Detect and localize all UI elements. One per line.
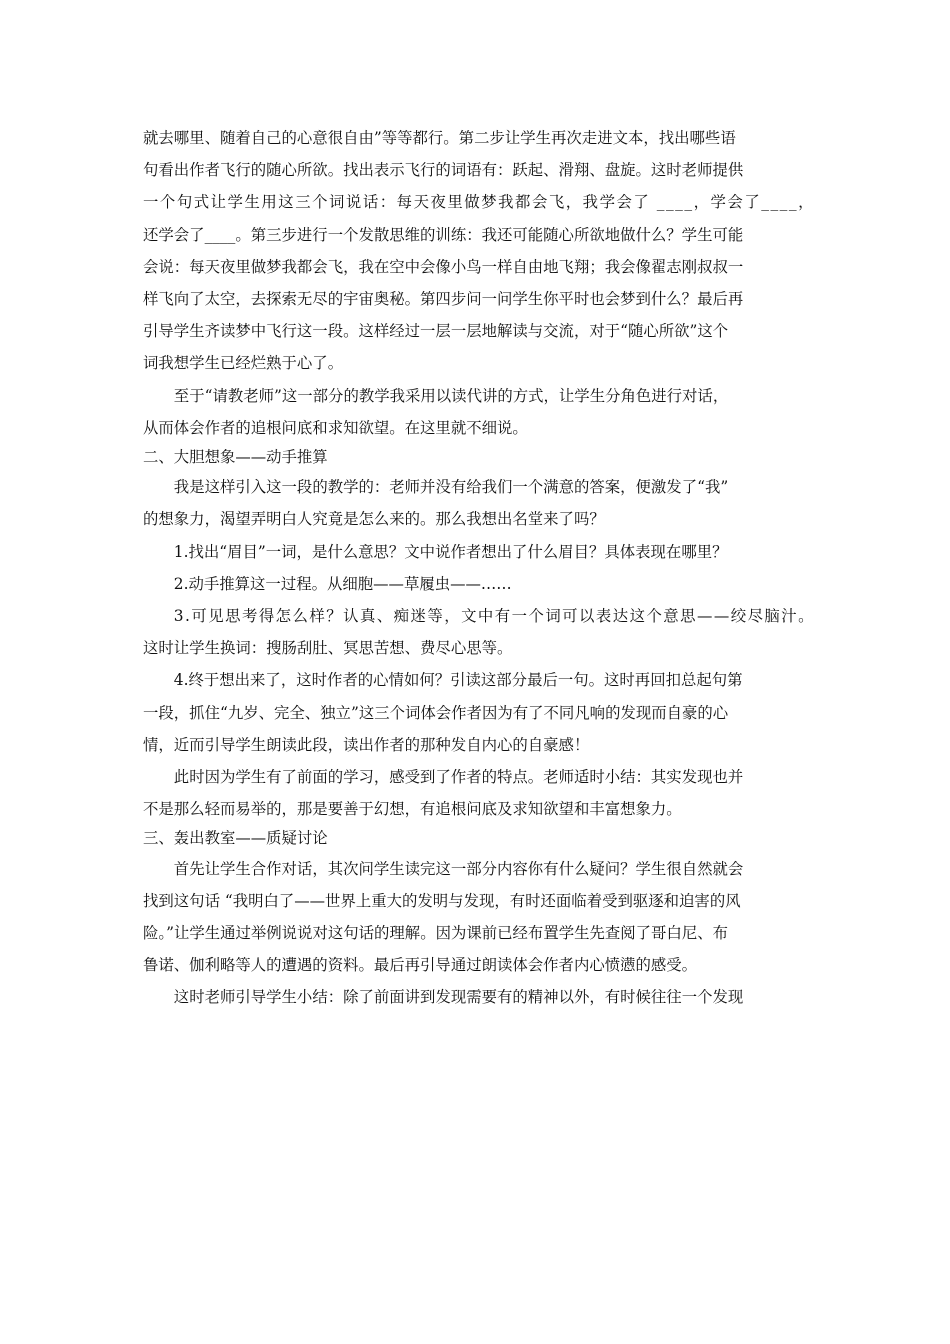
text-line: 一个句式让学生用这三个词说话：每天夜里做梦我都会飞，我学会了 ____，学会了____， — [143, 193, 816, 212]
text-line: 样飞向了太空，去探索无尽的宇宙奥秘。第四步问一问学生你平时也会梦到什么？最后再 — [143, 289, 744, 308]
text-line: 词我想学生已经烂熟于心了。 — [143, 354, 344, 373]
document-body — [143, 122, 815, 1014]
section-heading: 三、轰出教室——质疑讨论 — [143, 829, 328, 848]
text-line: 鲁诺、伽利略等人的遭遇的资料。最后再引导通过朗读体会作者内心愤懑的感受。 — [143, 956, 698, 975]
text-line: 一段，抓住“九岁、完全、独立”这三个词体会作者因为有了不同凡响的发现而自豪的心 — [143, 703, 729, 722]
text-line: 从而体会作者的追根问底和求知欲望。在这里就不细说。 — [143, 418, 528, 437]
text-line: 引导学生齐读梦中飞行这一段。这样经过一层一层地解读与交流，对于“随心所欲”这个 — [143, 322, 729, 341]
text-line: 我是这样引入这一段的教学的：老师并没有给我们一个满意的答案，便激发了“我” — [173, 478, 729, 497]
text-line: 会说：每天夜里做梦我都会飞，我在空中会像小鸟一样自由地飞翔；我会像翟志刚叔叔一 — [143, 257, 744, 276]
text-line: 首先让学生合作对话，其次问学生读完这一部分内容你有什么疑问？学生很自然就会 — [173, 859, 744, 878]
text-line: 这时让学生换词：搜肠刮肚、冥思苦想、费尽心思等。 — [143, 639, 513, 658]
text-line: 至于“请教老师”这一部分的教学我采用以读代讲的方式，让学生分角色进行对话， — [173, 386, 729, 405]
section-heading: 二、大胆想象——动手推算 — [143, 447, 328, 466]
text-line: 不是那么轻而易举的，那是要善于幻想，有追根问底及求知欲望和丰富想象力。 — [143, 800, 682, 819]
text-line: 找到这句话 “我明白了——世界上重大的发明与发现，有时还面临着受到驱逐和迫害的风 — [143, 891, 741, 910]
text-line: 还学会了____。第三步进行一个发散思维的训练：我还可能随心所欲地做什么？学生可能 — [143, 225, 744, 244]
text-line: 情，近而引导学生朗读此段，读出作者的那种发自内心的自豪感！ — [143, 735, 590, 754]
text-line: 险。”让学生通过举例说说对这句话的理解。因为课前已经布置学生先查阅了哥白尼、布 — [143, 924, 729, 943]
text-line: 1.找出“眉目”一词，是什么意思？文中说作者想出了什么眉目？具体表现在哪里？ — [173, 542, 728, 561]
text-line: 这时老师引导学生小结：除了前面讲到发现需要有的精神以外，有时候往往一个发现 — [173, 988, 744, 1007]
text-line: 3.可见思考得怎么样？认真、痴迷等，文中有一个词可以表达这个意思——绞尽脑汁。 — [173, 607, 815, 626]
text-line: 句看出作者飞行的随心所欲。找出表示飞行的词语有：跃起、滑翔、盘旋。这时老师提供 — [143, 161, 744, 180]
text-line: 2.动手推算这一过程。从细胞——草履虫——…… — [173, 574, 512, 593]
text-line: 就去哪里、随着自己的心意很自由”等等都行。第二步让学生再次走进文本，找出哪些语 — [143, 129, 736, 147]
text-line: 4.终于想出来了，这时作者的心情如何？引读这部分最后一句。这时再回扣总起句第 — [173, 671, 743, 690]
text-line: 的想象力，渴望弄明白人究竟是怎么来的。那么我想出名堂来了吗？ — [143, 510, 605, 529]
text-line: 此时因为学生有了前面的学习，感受到了作者的特点。老师适时小结：其实发现也并 — [173, 767, 744, 786]
